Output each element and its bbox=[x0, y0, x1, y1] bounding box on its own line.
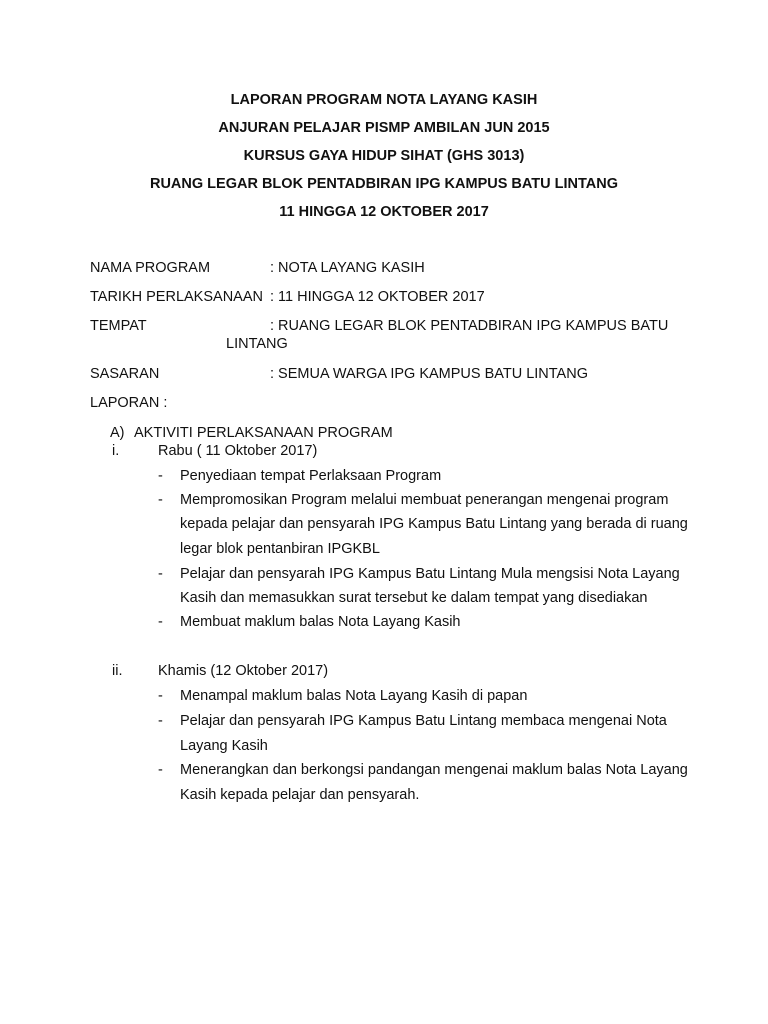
section-a-marker: A) bbox=[110, 425, 125, 441]
report-title: LAPORAN PROGRAM NOTA LAYANG KASIH bbox=[230, 92, 538, 108]
day2-item: Menampal maklum balas Nota Layang Kasih di papan bbox=[180, 688, 528, 704]
nama-program-value: : NOTA LAYANG KASIH bbox=[270, 260, 425, 276]
bullet-dash: - bbox=[158, 688, 163, 704]
report-course: KURSUS GAYA HIDUP SIHAT (GHS 3013) bbox=[243, 148, 525, 164]
report-organizer: ANJURAN PELAJAR PISMP AMBILAN JUN 2015 bbox=[218, 120, 550, 136]
day1-item-continued: legar blok pentanbiran IPGKBL bbox=[180, 541, 380, 557]
report-date: 11 HINGGA 12 OKTOBER 2017 bbox=[279, 204, 489, 220]
tempat-value-continued: LINTANG bbox=[226, 336, 288, 352]
tempat-label: TEMPAT bbox=[90, 318, 147, 334]
day2-item-continued: Kasih kepada pelajar dan pensyarah. bbox=[180, 787, 420, 803]
bullet-dash: - bbox=[158, 492, 163, 508]
sasaran-value: : SEMUA WARGA IPG KAMPUS BATU LINTANG bbox=[270, 366, 588, 382]
report-venue: RUANG LEGAR BLOK PENTADBIRAN IPG KAMPUS BATU LINTANG bbox=[149, 176, 618, 192]
day1-item-continued: Kasih dan memasukkan surat tersebut ke dalam tempat yang disediakan bbox=[180, 590, 648, 606]
day1-item: Membuat maklum balas Nota Layang Kasih bbox=[180, 614, 461, 630]
bullet-dash: - bbox=[158, 762, 163, 778]
sasaran-label: SASARAN bbox=[90, 366, 160, 382]
bullet-dash: - bbox=[158, 614, 163, 630]
day1-item: Pelajar dan pensyarah IPG Kampus Batu Lintang Mula mengsisi Nota Layang bbox=[180, 566, 680, 582]
bullet-dash: - bbox=[158, 468, 163, 484]
section-a-title: AKTIVITI PERLAKSANAAN PROGRAM bbox=[134, 425, 393, 441]
tarikh-value: : 11 HINGGA 12 OKTOBER 2017 bbox=[270, 289, 485, 305]
laporan-label: LAPORAN : bbox=[90, 395, 168, 411]
bullet-dash: - bbox=[158, 713, 163, 729]
day1-item: Mempromosikan Program melalui membuat penerangan mengenai program bbox=[180, 492, 669, 508]
day1-marker: i. bbox=[112, 443, 120, 459]
day2-item-continued: Layang Kasih bbox=[180, 738, 268, 754]
day1-item-continued: kepada pelajar dan pensyarah IPG Kampus Batu Lintang yang berada di ruang bbox=[180, 516, 688, 532]
day2-item: Menerangkan dan berkongsi pandangan mengenai maklum balas Nota Layang bbox=[180, 762, 688, 778]
day2-marker: ii. bbox=[112, 663, 123, 679]
bullet-dash: - bbox=[158, 566, 163, 582]
day2-title: Khamis (12 Oktober 2017) bbox=[158, 663, 329, 679]
day1-item: Penyediaan tempat Perlaksaan Program bbox=[180, 468, 442, 484]
tarikh-label: TARIKH PERLAKSANAAN bbox=[90, 289, 263, 305]
day1-title: Rabu ( 11 Oktober 2017) bbox=[158, 443, 318, 459]
tempat-value: : RUANG LEGAR BLOK PENTADBIRAN IPG KAMPUS BATU bbox=[270, 318, 669, 334]
day2-item: Pelajar dan pensyarah IPG Kampus Batu Lintang membaca mengenai Nota bbox=[180, 713, 667, 729]
nama-program-label: NAMA PROGRAM bbox=[90, 260, 211, 276]
